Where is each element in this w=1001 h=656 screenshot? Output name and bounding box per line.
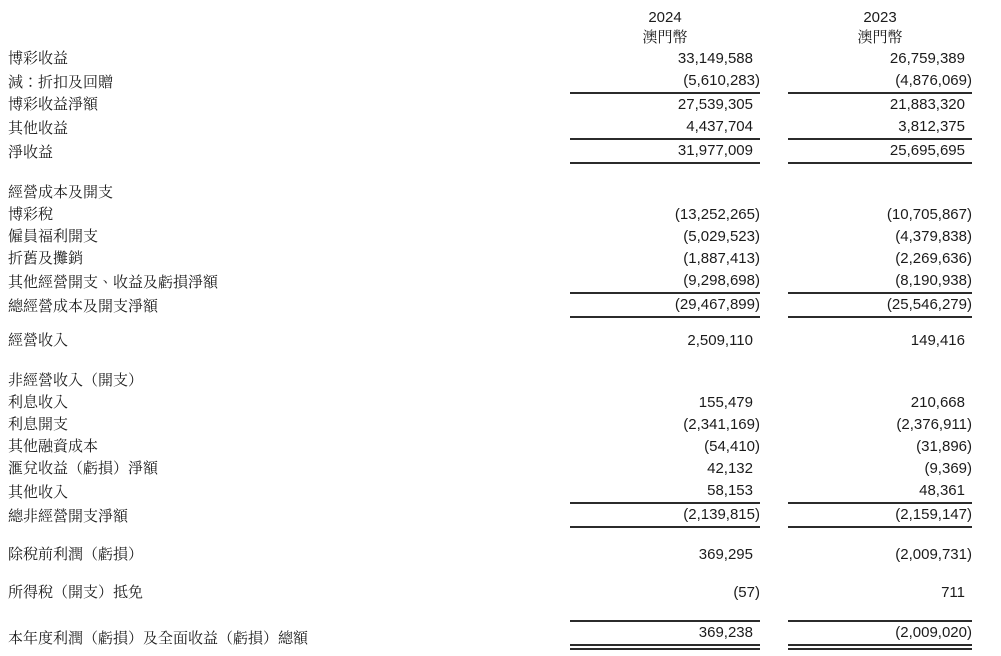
value-2024: (2,341,169): [683, 416, 760, 433]
value-2024: 42,132: [707, 460, 753, 477]
table-row: [8, 480, 1001, 504]
value-2023: 21,883,320: [889, 96, 965, 113]
value-2023: (31,896): [916, 438, 972, 455]
table-row: [8, 370, 1001, 392]
value-2024: (29,467,899): [570, 294, 760, 318]
table-row: [8, 204, 1001, 226]
value-2024: (54,410): [704, 438, 760, 455]
section-spacer: [8, 318, 1001, 330]
value-2023: 48,361: [788, 480, 972, 504]
statement-rows: [8, 48, 1001, 650]
value-2024: (13,252,265): [674, 206, 760, 223]
value-2023: (2,009,731): [895, 546, 972, 563]
row-label: 博彩收益淨額: [8, 96, 99, 113]
value-2024: (5,029,523): [683, 228, 760, 245]
row-label: 博彩稅: [8, 206, 54, 223]
table-row: [8, 582, 1001, 604]
value-2024: 58,153: [570, 480, 760, 504]
row-label: 總經營成本及開支淨額: [8, 298, 159, 315]
table-row: [8, 94, 1001, 116]
table-row: [8, 248, 1001, 270]
row-label: 僱員福利開支: [8, 228, 99, 245]
row-label: 利息開支: [8, 416, 69, 433]
value-2024: (9,298,698): [570, 270, 760, 294]
row-label: 博彩收益: [8, 50, 69, 67]
row-label: 滙兌收益（虧損）淨額: [8, 460, 159, 477]
value-2023: (2,159,147): [788, 504, 972, 528]
value-2024: 2,509,110: [687, 332, 753, 349]
row-label: 減：折扣及回贈: [8, 74, 114, 91]
section-spacer: [8, 604, 1001, 620]
value-2023: (4,876,069): [788, 70, 972, 94]
value-2023: (2,009,020): [788, 620, 972, 650]
section-spacer: [8, 566, 1001, 582]
table-row: [8, 544, 1001, 566]
value-2024: 369,295: [698, 546, 753, 563]
value-2024: (57): [733, 584, 760, 601]
currency-2023-header: 澳門幣: [857, 29, 903, 46]
value-2023: (9,369): [924, 460, 972, 477]
row-label: 其他經營開支、收益及虧損淨額: [8, 274, 219, 291]
row-label: 總非經營開支淨額: [8, 508, 129, 525]
value-2024: 27,539,305: [677, 96, 753, 113]
row-label: 其他收入: [8, 484, 69, 501]
table-row: [8, 414, 1001, 436]
table-row: [8, 140, 1001, 164]
table-row: [8, 436, 1001, 458]
row-label: 所得稅（開支）抵免: [8, 584, 144, 601]
row-label: 其他融資成本: [8, 438, 99, 455]
value-2024: (5,610,283): [570, 70, 760, 94]
table-row: [8, 182, 1001, 204]
table-row: [8, 392, 1001, 414]
table-row: [8, 458, 1001, 480]
table-row: [8, 48, 1001, 70]
value-2024: (2,139,815): [570, 504, 760, 528]
table-row: [8, 116, 1001, 140]
table-row: [8, 504, 1001, 528]
table-row: [8, 620, 1001, 650]
value-2024: 31,977,009: [570, 140, 760, 164]
row-label: 除稅前利潤（虧損）: [8, 546, 144, 563]
value-2024: 155,479: [698, 394, 753, 411]
year-2024-header: 2024: [648, 9, 682, 26]
table-row: [8, 70, 1001, 94]
row-label: 其他收益: [8, 120, 69, 137]
row-label: 淨收益: [8, 144, 54, 161]
value-2023: (8,190,938): [788, 270, 972, 294]
table-row: [8, 294, 1001, 318]
value-2023: (25,546,279): [788, 294, 972, 318]
value-2023: (4,379,838): [895, 228, 972, 245]
value-2023: 3,812,375: [788, 116, 972, 140]
value-2023: (10,705,867): [886, 206, 972, 223]
section-spacer: [8, 528, 1001, 544]
value-2024: 33,149,588: [677, 50, 753, 67]
value-2023: 711: [941, 584, 965, 601]
row-label: 本年度利潤（虧損）及全面收益（虧損）總額: [8, 630, 309, 647]
value-2023: 25,695,695: [788, 140, 972, 164]
row-label: 非經營收入（開支）: [8, 372, 144, 389]
value-2023: 210,668: [910, 394, 965, 411]
row-label: 經營收入: [8, 332, 69, 349]
section-spacer: [8, 164, 1001, 182]
row-label: 經營成本及開支: [8, 184, 114, 201]
year-2023-header: 2023: [863, 9, 897, 26]
table-row: [8, 270, 1001, 294]
row-label: 折舊及攤銷: [8, 250, 84, 267]
year-header-row: [8, 8, 1001, 28]
value-2023: (2,376,911): [896, 416, 972, 433]
value-2023: 26,759,389: [889, 50, 965, 67]
row-label: 利息收入: [8, 394, 69, 411]
value-2024: 369,238: [570, 620, 760, 650]
section-spacer: [8, 352, 1001, 370]
value-2023: 149,416: [910, 332, 965, 349]
table-row: [8, 226, 1001, 248]
currency-header-row: [8, 28, 1001, 48]
table-row: [8, 330, 1001, 352]
value-2024: (1,887,413): [683, 250, 760, 267]
value-2024: 4,437,704: [570, 116, 760, 140]
value-2023: (2,269,636): [895, 250, 972, 267]
currency-2024-header: 澳門幣: [642, 29, 688, 46]
